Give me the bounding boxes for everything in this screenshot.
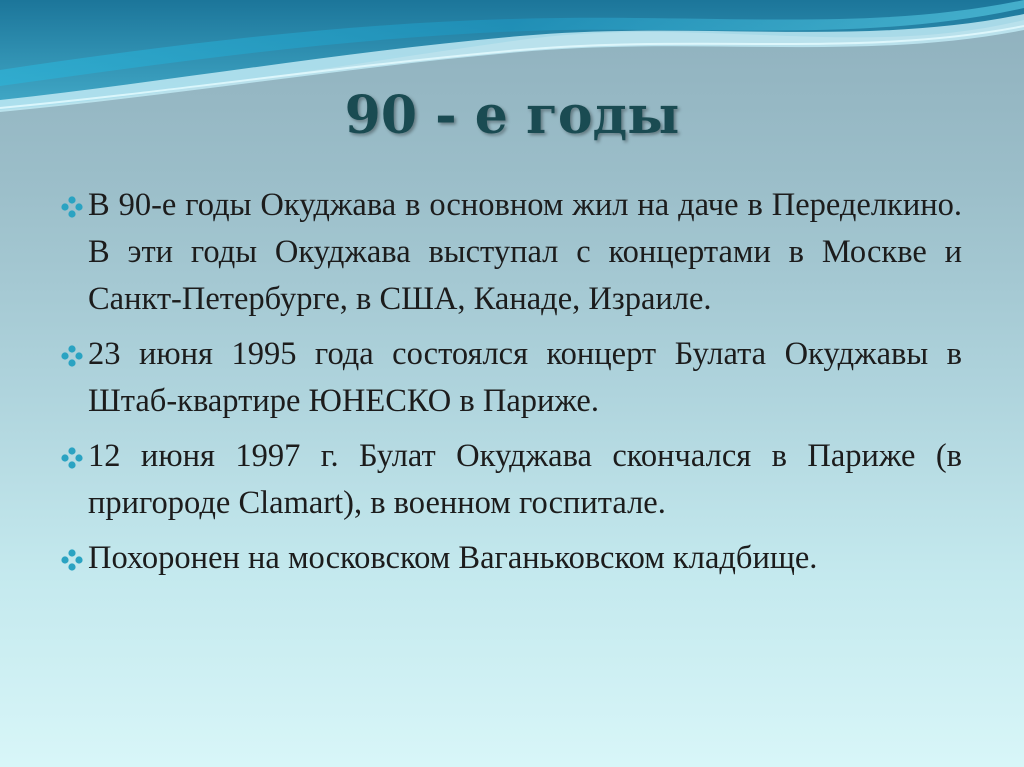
- bullet-list: [60, 182, 962, 590]
- list-item-text: 23 июня 1995 года состоялся концерт Булата Окуджавы в Штаб-квартире ЮНЕСКО в Париже.: [88, 336, 962, 419]
- list-item-text: Похоронен на московском Ваганьковском кладбище.: [88, 540, 818, 576]
- list-item: [60, 331, 962, 425]
- list-item-text: В 90-е годы Окуджава в основном жил на даче в Переделкино. В эти годы Окуджава выступал с концертами в Москве и Санкт-Петербурге, в США, Канаде, Израиле.: [88, 187, 962, 317]
- list-item: [60, 182, 962, 323]
- list-item-text: 12 июня 1997 г. Булат Окуджава скончался в Париже (в пригороде Clamart), в военном госпитале.: [88, 438, 962, 521]
- list-item: [60, 433, 962, 527]
- diamond-bullet-icon: [60, 548, 84, 572]
- diamond-bullet-icon: [60, 344, 84, 368]
- slide-title: 90 - е годы: [344, 85, 680, 146]
- diamond-bullet-icon: [60, 195, 84, 219]
- diamond-bullet-icon: [60, 446, 84, 470]
- list-item: [60, 535, 962, 582]
